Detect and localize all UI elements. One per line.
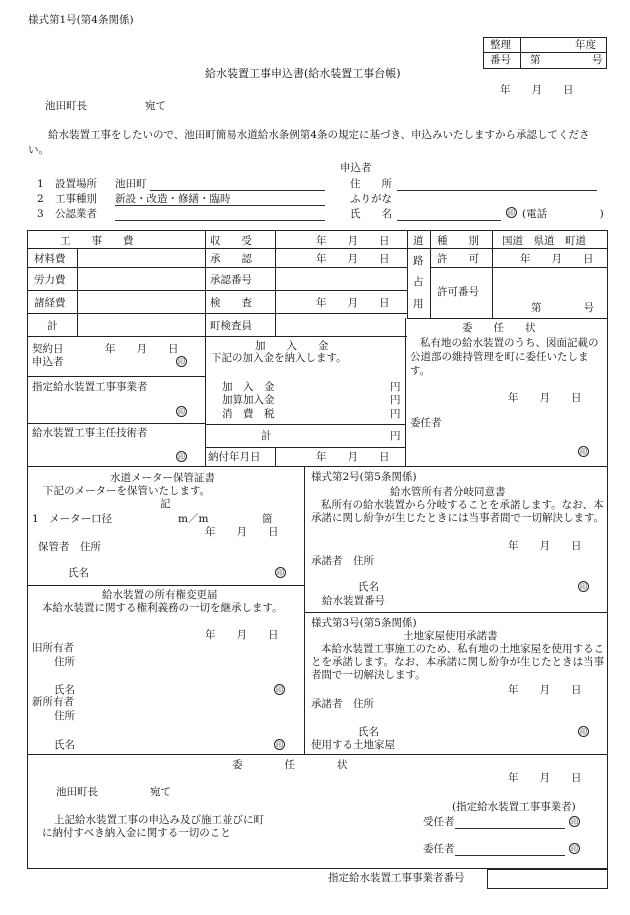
receipt-label-inspector: 町検査員 [210, 320, 252, 332]
item-2-value: 新設・改造・修繕・臨時 [115, 193, 231, 205]
ininjo-bottom-text: 上記給水装置工事の申込み及び施工並びに町に納付すべき納入金に関する一切のこと [42, 814, 264, 839]
receipt-date-inspection: 年 月 日 [316, 297, 390, 309]
cost-row-misc: 諸経費 [34, 297, 66, 309]
item-3-label: 公認業者 [55, 208, 97, 220]
road-permit-label: 許 可 [437, 253, 479, 265]
item-3-no: 3 [37, 208, 44, 220]
meter-item: 1 メーター口径 [32, 513, 113, 525]
road-type-value: 国道 県道 町道 [502, 235, 586, 247]
cost-row-labor: 労力費 [34, 274, 66, 286]
cost-header: 工 事 費 [60, 235, 134, 247]
applicant-tel: (電話 ) [522, 208, 604, 220]
meter-date: 年 月 日 [205, 526, 279, 538]
road-permit-no-label: 許可番号 [437, 286, 479, 298]
road-side-2: 路 [413, 255, 424, 267]
form2-number: 様式第2号(第5条関係) [311, 471, 417, 483]
ownership-old-owner: 旧所有者 [32, 642, 74, 654]
kanyu-row-1-label: 加 入 金 [222, 381, 275, 393]
meter-count: 箇 [262, 513, 273, 525]
kanyu-desc: 下記の加入金を納入します。 [211, 352, 347, 364]
receipt-label-inspection: 検 査 [210, 297, 252, 309]
form-number: 様式第1号(第4条関係) [28, 14, 134, 26]
receipt-date-shonin: 年 月 日 [316, 253, 390, 265]
form2-text: 私所有の給水装置から分岐することを承諾します。なお、本承諾に関し紛争が生じたときには当事者間で一切解決します。 [311, 499, 605, 524]
ownership-old-address: 住所 [54, 656, 75, 668]
ininjo-top-seal-icon: 印 [580, 448, 587, 456]
kanyu-row-3-label: 消 費 税 [222, 408, 275, 420]
ininjo-bottom-receiver: 受任者 [423, 816, 455, 828]
meter-desc: 下記のメーターを保管いたします。 [43, 485, 211, 497]
kanyu-paid-date: 年 月 日 [316, 451, 390, 463]
form3-name: 氏名 [358, 726, 379, 738]
receipt-label-shonin: 承 認 [210, 253, 252, 265]
ininjo-bottom-title: 委 任 状 [232, 759, 348, 771]
form3-land: 使用する土地家屋 [311, 739, 395, 751]
bango-label: 番号 [490, 54, 511, 66]
ownership-new-name: 氏名 [54, 739, 75, 751]
form2-seal-icon: 印 [580, 583, 587, 591]
ininjo-bottom-suffix: 宛て [150, 786, 171, 798]
applicant-heading: 申込者 [340, 162, 372, 174]
page-title: 給水装置工事申込書(給水装置工事台帳) [205, 67, 401, 80]
form2-date: 年 月 日 [508, 540, 582, 552]
receipt-label-shuju: 収 受 [210, 235, 252, 247]
addressee-suffix: 宛て [145, 100, 166, 112]
item-2-label: 工事種別 [55, 193, 97, 205]
delegator-seal-icon: 印 [571, 845, 578, 853]
contractor-number-box [487, 869, 608, 889]
receiver-seal-icon: 印 [571, 818, 578, 826]
kanyu-total-unit: 円 [390, 430, 401, 442]
form3-text: 本給水装置工事施工のため、私有地の土地家屋を使用することを承諾します。なお、本承諾に関し紛争が生じたときは当事者間で一切解決します。 [311, 643, 605, 681]
ownership-text: 本給水装置に関する権利義務の一切を継承します。 [42, 602, 283, 614]
ininjo-top-text: 私有地の給水装置のうち、図面記載の公道部の維持管理を町に委任いたします。 [410, 337, 599, 377]
road-permit-no-value: 第 号 [531, 302, 594, 314]
applicant-address-label: 住 所 [350, 178, 392, 190]
road-permit-date: 年 月 日 [520, 253, 594, 265]
contractor-number-label: 指定給水装置工事事業者番号 [328, 872, 465, 884]
contract-applicant-label: 申込者 [32, 356, 64, 368]
ownership-new-owner: 新所有者 [32, 696, 74, 708]
contract-seal-icon: 印 [178, 358, 185, 366]
form3-approver: 承諾者 住所 [311, 698, 374, 710]
meter-seal-icon: 印 [277, 569, 284, 577]
form3-number: 様式第3号(第5条関係) [311, 617, 417, 629]
contract-date-label: 契約日 [32, 343, 64, 355]
go-label: 号 [592, 54, 603, 66]
form3-seal-icon: 印 [580, 728, 587, 736]
applicant-seal-icon: 印 [508, 209, 515, 217]
meter-ki: 記 [160, 498, 171, 510]
kanyu-row-2-unit: 円 [390, 394, 401, 406]
road-type-label: 種 別 [437, 235, 479, 247]
addressee: 池田町長 [45, 100, 87, 112]
kanyu-row-1-unit: 円 [390, 381, 401, 393]
receipt-label-approval-no: 承認番号 [210, 274, 252, 286]
ininjo-top-delegator: 委任者 [410, 417, 442, 429]
ininjo-bottom-contractor: (指定給水装置工事事業者) [452, 801, 576, 813]
item-2-no: 2 [37, 193, 44, 205]
form2-approver: 承諾者 住所 [311, 555, 374, 567]
application-date: 年 月 日 [500, 84, 574, 96]
meter-keeper: 保管者 住所 [38, 541, 101, 553]
furigana-label: ふりがな [350, 193, 392, 205]
applicant-name-label: 氏 名 [350, 208, 392, 220]
ininjo-bottom-addressee: 池田町長 [56, 786, 98, 798]
intro-text: 給水装置工事をしたいので、池田町簡易水道給水条例第4条の規定に基づき、申込みいたしますから承認してください。 [28, 129, 590, 156]
ownership-new-seal-icon: 印 [276, 741, 283, 749]
cost-row-material: 材料費 [34, 253, 66, 265]
receipt-date-shuju: 年 月 日 [316, 235, 390, 247]
ownership-date: 年 月 日 [205, 629, 279, 641]
ownership-old-seal-icon: 印 [276, 686, 283, 694]
ininjo-bottom-delegator: 委任者 [423, 843, 455, 855]
form2-supply-number: 給水装置番号 [322, 595, 385, 607]
item-1-label: 設置場所 [55, 178, 97, 190]
engineer-seal-icon: 印 [178, 453, 185, 461]
chief-engineer-label: 給水装置工事主任技術者 [32, 427, 148, 439]
designated-contractor-label: 指定給水装置工事事業者 [32, 381, 148, 393]
form3-date: 年 月 日 [508, 684, 582, 696]
road-side-4: 用 [413, 298, 424, 310]
dai-label: 第 [530, 54, 541, 66]
kanyu-title: 加 入 金 [255, 340, 329, 352]
meter-name: 氏名 [68, 567, 89, 579]
item-1-no: 1 [37, 178, 44, 190]
kanyu-row-3-unit: 円 [390, 408, 401, 420]
contract-date: 年 月 日 [105, 343, 179, 355]
seiri-label: 整理 [490, 39, 511, 51]
ownership-title: 給水装置の所有権変更届 [102, 589, 218, 601]
item-1-value: 池田町 [115, 178, 147, 190]
contractor-seal-icon: 印 [178, 408, 185, 416]
meter-unit: m／m [178, 513, 209, 525]
ownership-new-address: 住所 [54, 710, 75, 722]
ininjo-top-date: 年 月 日 [508, 392, 582, 404]
ownership-old-name: 氏名 [54, 684, 75, 696]
ininjo-top-title: 委 任 状 [462, 322, 536, 334]
form2-title: 給水管所有者分岐同意書 [390, 486, 506, 498]
nendo-label: 年度 [575, 39, 596, 51]
form2-name: 氏名 [358, 581, 379, 593]
road-side-1: 道 [413, 235, 424, 247]
meter-title: 水道メーター保管証書 [110, 472, 215, 484]
road-side-3: 占 [413, 276, 424, 288]
cost-row-total: 計 [47, 320, 58, 332]
ininjo-bottom-date: 年 月 日 [508, 772, 582, 784]
kanyu-total-label: 計 [261, 430, 272, 442]
kanyu-row-2-label: 加算加入金 [222, 394, 275, 406]
form3-title: 土地家屋使用承諾書 [403, 630, 498, 642]
kanyu-paid-label: 納付年月日 [208, 451, 261, 463]
